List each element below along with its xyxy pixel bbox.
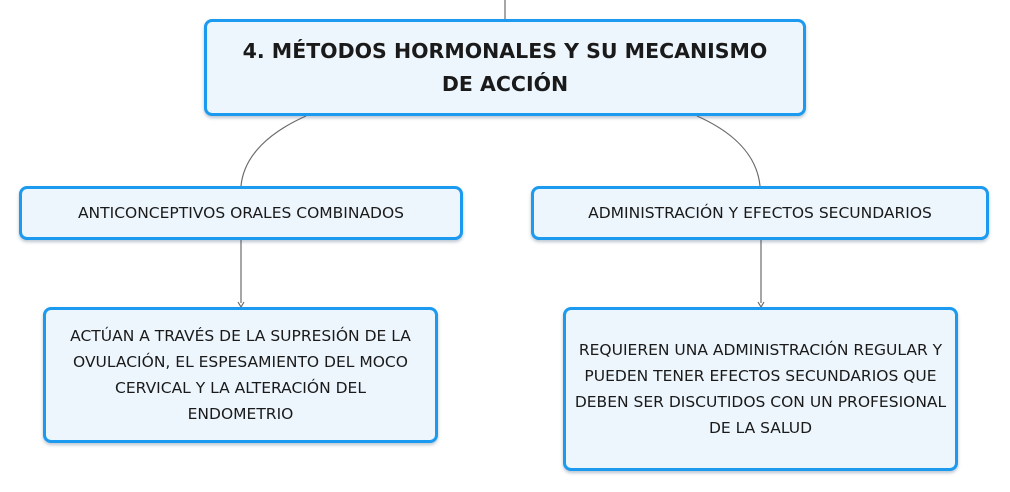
detail-node-administracion[interactable] [563,307,958,471]
connector-main-to-right [697,116,760,186]
detail-text-anticonceptivos: ACTÚAN A TRAVÉS DE LA SUPRESIÓN DE LA OVULACIÓN, EL ESPESAMIENTO DEL MOCO CERVICAL Y LA ALTERACIÓN DEL ENDOMETRIO [70,327,411,423]
main-topic-node[interactable] [204,19,806,116]
main-topic-label: 4. MÉTODOS HORMONALES Y SU MECANISMO DE ACCIÓN [242,38,768,96]
connector-main-to-left [241,116,306,186]
subtopic-label-administracion: ADMINISTRACIÓN Y EFECTOS SECUNDARIOS [588,204,932,222]
detail-text-administracion: REQUIEREN UNA ADMINISTRACIÓN REGULAR Y PUEDEN TENER EFECTOS SECUNDARIOS QUE DEBEN SER DISCUTIDOS CON UN PROFESIONAL DE LA SALUD [574,341,947,437]
subtopic-label-anticonceptivos: ANTICONCEPTIVOS ORALES COMBINADOS [77,204,405,222]
detail-node-anticonceptivos[interactable] [43,307,438,443]
subtopic-node-administracion[interactable] [531,186,989,240]
subtopic-node-anticonceptivos[interactable] [19,186,463,240]
